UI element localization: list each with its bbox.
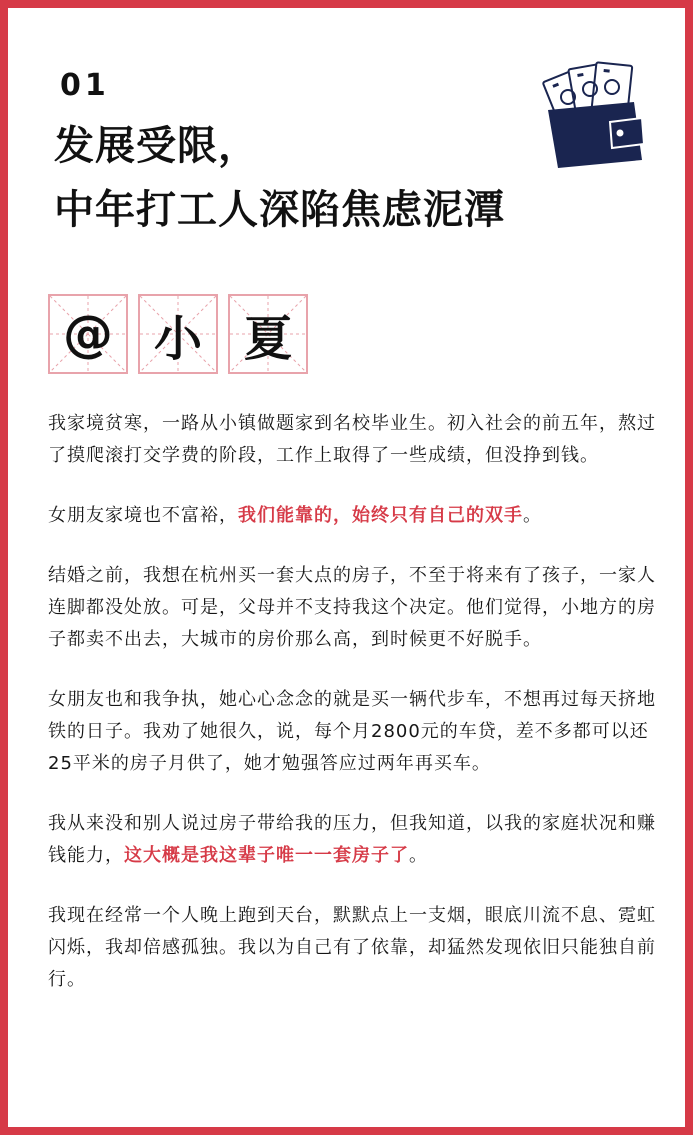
author-char: 小: [153, 310, 202, 367]
paragraph-text: 。: [409, 845, 428, 866]
section-title-line1: 发展受限，: [54, 123, 259, 169]
author-char: 夏: [243, 310, 292, 367]
wallet-with-cash-icon: [538, 60, 648, 172]
author-char: @: [63, 305, 113, 363]
paragraph: [48, 808, 668, 872]
highlight-text: 这大概是我这辈子唯一一套房子了: [124, 845, 409, 866]
paragraph-text: 女朋友家境也不富裕，: [48, 505, 238, 526]
author-char-cell: [228, 294, 308, 374]
highlight-text: 我们能靠的，始终只有自己的双手: [238, 505, 523, 526]
paragraph: 女朋友也和我争执，她心心念念的就是买一辆代步车，不想再过每天挤地铁的日子。我劝了她很久，说，每个月2800元的车贷，差不多都可以还25平米的房子月供了，她才勉强答应过两年再买车。: [48, 689, 656, 774]
author-char-cell: [138, 294, 218, 374]
author-char-cell: [48, 294, 128, 374]
section-number: 01: [60, 68, 110, 103]
paragraph: 结婚之前，我想在杭州买一套大点的房子，不至于将来有了孩子，一家人连脚都没处放。可是，父母并不支持我这个决定。他们觉得，小地方的房子都卖不出去，大城市的房价那么高，到时候更不好脱手。: [48, 565, 656, 650]
author-grid: [48, 294, 308, 374]
paragraph-text: 我从来没和别人说过房子带给我的压力，但我知道，以我的家庭状况和赚钱能力，: [48, 813, 656, 866]
article-body: [48, 408, 668, 1024]
paragraph: 我家境贫寒，一路从小镇做题家到名校毕业生。初入社会的前五年，熬过了摸爬滚打交学费的阶段，工作上取得了一些成绩，但没挣到钱。: [48, 413, 656, 466]
paragraph: 我现在经常一个人晚上跑到天台，默默点上一支烟，眼底川流不息、霓虹闪烁，我却倍感孤独。我以为自己有了依靠，却猛然发现依旧只能独自前行。: [48, 905, 656, 990]
section-title-line2: 中年打工人深陷焦虑泥潭: [54, 187, 505, 233]
paragraph-text: 。: [523, 505, 542, 526]
paragraph: [48, 500, 668, 532]
